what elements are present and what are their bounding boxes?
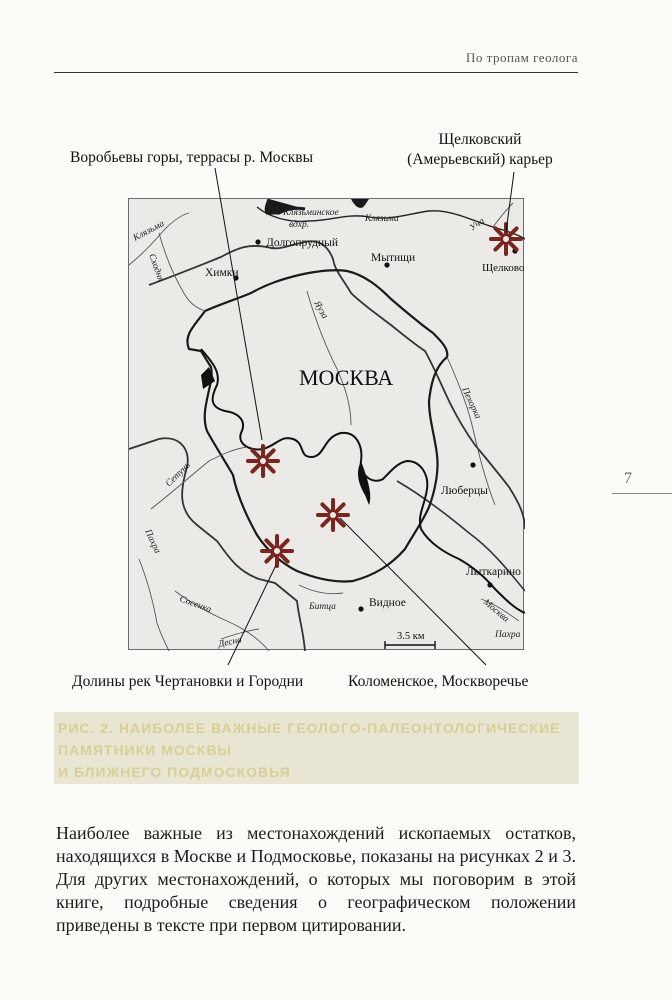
- label-klyazma-left: Клязьма: [131, 218, 167, 244]
- leader-chertanovka: [228, 565, 276, 665]
- caption-line-1: РИС. 2. НАИБОЛЕЕ ВАЖНЫЕ ГЕОЛОГО-ПАЛЕОНТОЛОГИЧЕСКИЕ ПАМЯТНИКИ МОСКВЫ: [58, 720, 561, 758]
- figure-caption: [58, 717, 578, 783]
- label-klyazminskoe: Клязьминское: [283, 208, 339, 218]
- label-ucha: Уча: [467, 216, 487, 234]
- label-desna: Десна: [217, 635, 243, 650]
- label-klyazma-top: Клязьма: [365, 214, 399, 224]
- label-pakhra-right: Пахра: [495, 630, 521, 640]
- caption-line-2: И БЛИЖНЕГО ПОДМОСКОВЬЯ: [58, 764, 291, 780]
- body-paragraph: Наиболее важные из местонахождений ископаемых остатков, находящихся в Москве и Подмосковье, показаны на рисунках 2 и 3. Для других местонахождений, о которых мы поговорим в этой книге, подробные сведения о географическом положении приведены в тексте при первом цитировании.: [56, 823, 576, 935]
- label-pakhra-left: Пахра: [142, 528, 163, 556]
- callout-schelkovo-line1: Щелковский: [438, 131, 522, 148]
- label-schelkovo: Щелково: [482, 262, 525, 274]
- callout-schelkovo-line2: (Амерьевский) карьер: [407, 151, 553, 168]
- label-mytishchi: Мытищи: [371, 252, 416, 264]
- leader-kolomenskoe: [340, 518, 486, 665]
- label-pekhorka: Пехорка: [459, 386, 483, 421]
- leader-vorobievy: [215, 168, 262, 440]
- label-lyubertsy: Люберцы: [441, 485, 488, 497]
- scale-label: 3.5 км: [397, 631, 425, 642]
- callout-vorobievy-gory: Воробьевы горы, террасы р. Москвы: [70, 149, 314, 166]
- label-sosenka: Сосенка: [177, 594, 213, 616]
- label-vdkhr: вдхр.: [289, 220, 310, 230]
- callout-chertanovka-gorodnya: Долины рек Чертановки и Городни: [72, 673, 304, 690]
- city-label-moskva: МОСКВА: [299, 365, 394, 390]
- leader-schelkovo: [506, 172, 514, 232]
- running-head: По тропам геолога: [465, 50, 578, 65]
- label-yauza: Яуза: [311, 299, 330, 321]
- page-number: 7: [624, 470, 632, 487]
- label-skhodnya: Сходня: [146, 252, 166, 284]
- label-lytkarino: Лыткарино: [466, 566, 521, 578]
- label-moskva-river: Москва: [481, 597, 511, 625]
- label-bitsa: Битца: [309, 602, 336, 612]
- label-dolgoprudny: Долгопрудный: [266, 237, 339, 249]
- label-vidnoe: Видное: [369, 597, 406, 609]
- label-setun: Сетунь: [164, 460, 193, 490]
- callout-kolomenskoe: Коломенское, Москворечье: [348, 673, 529, 690]
- label-khimki: Химки: [205, 267, 239, 279]
